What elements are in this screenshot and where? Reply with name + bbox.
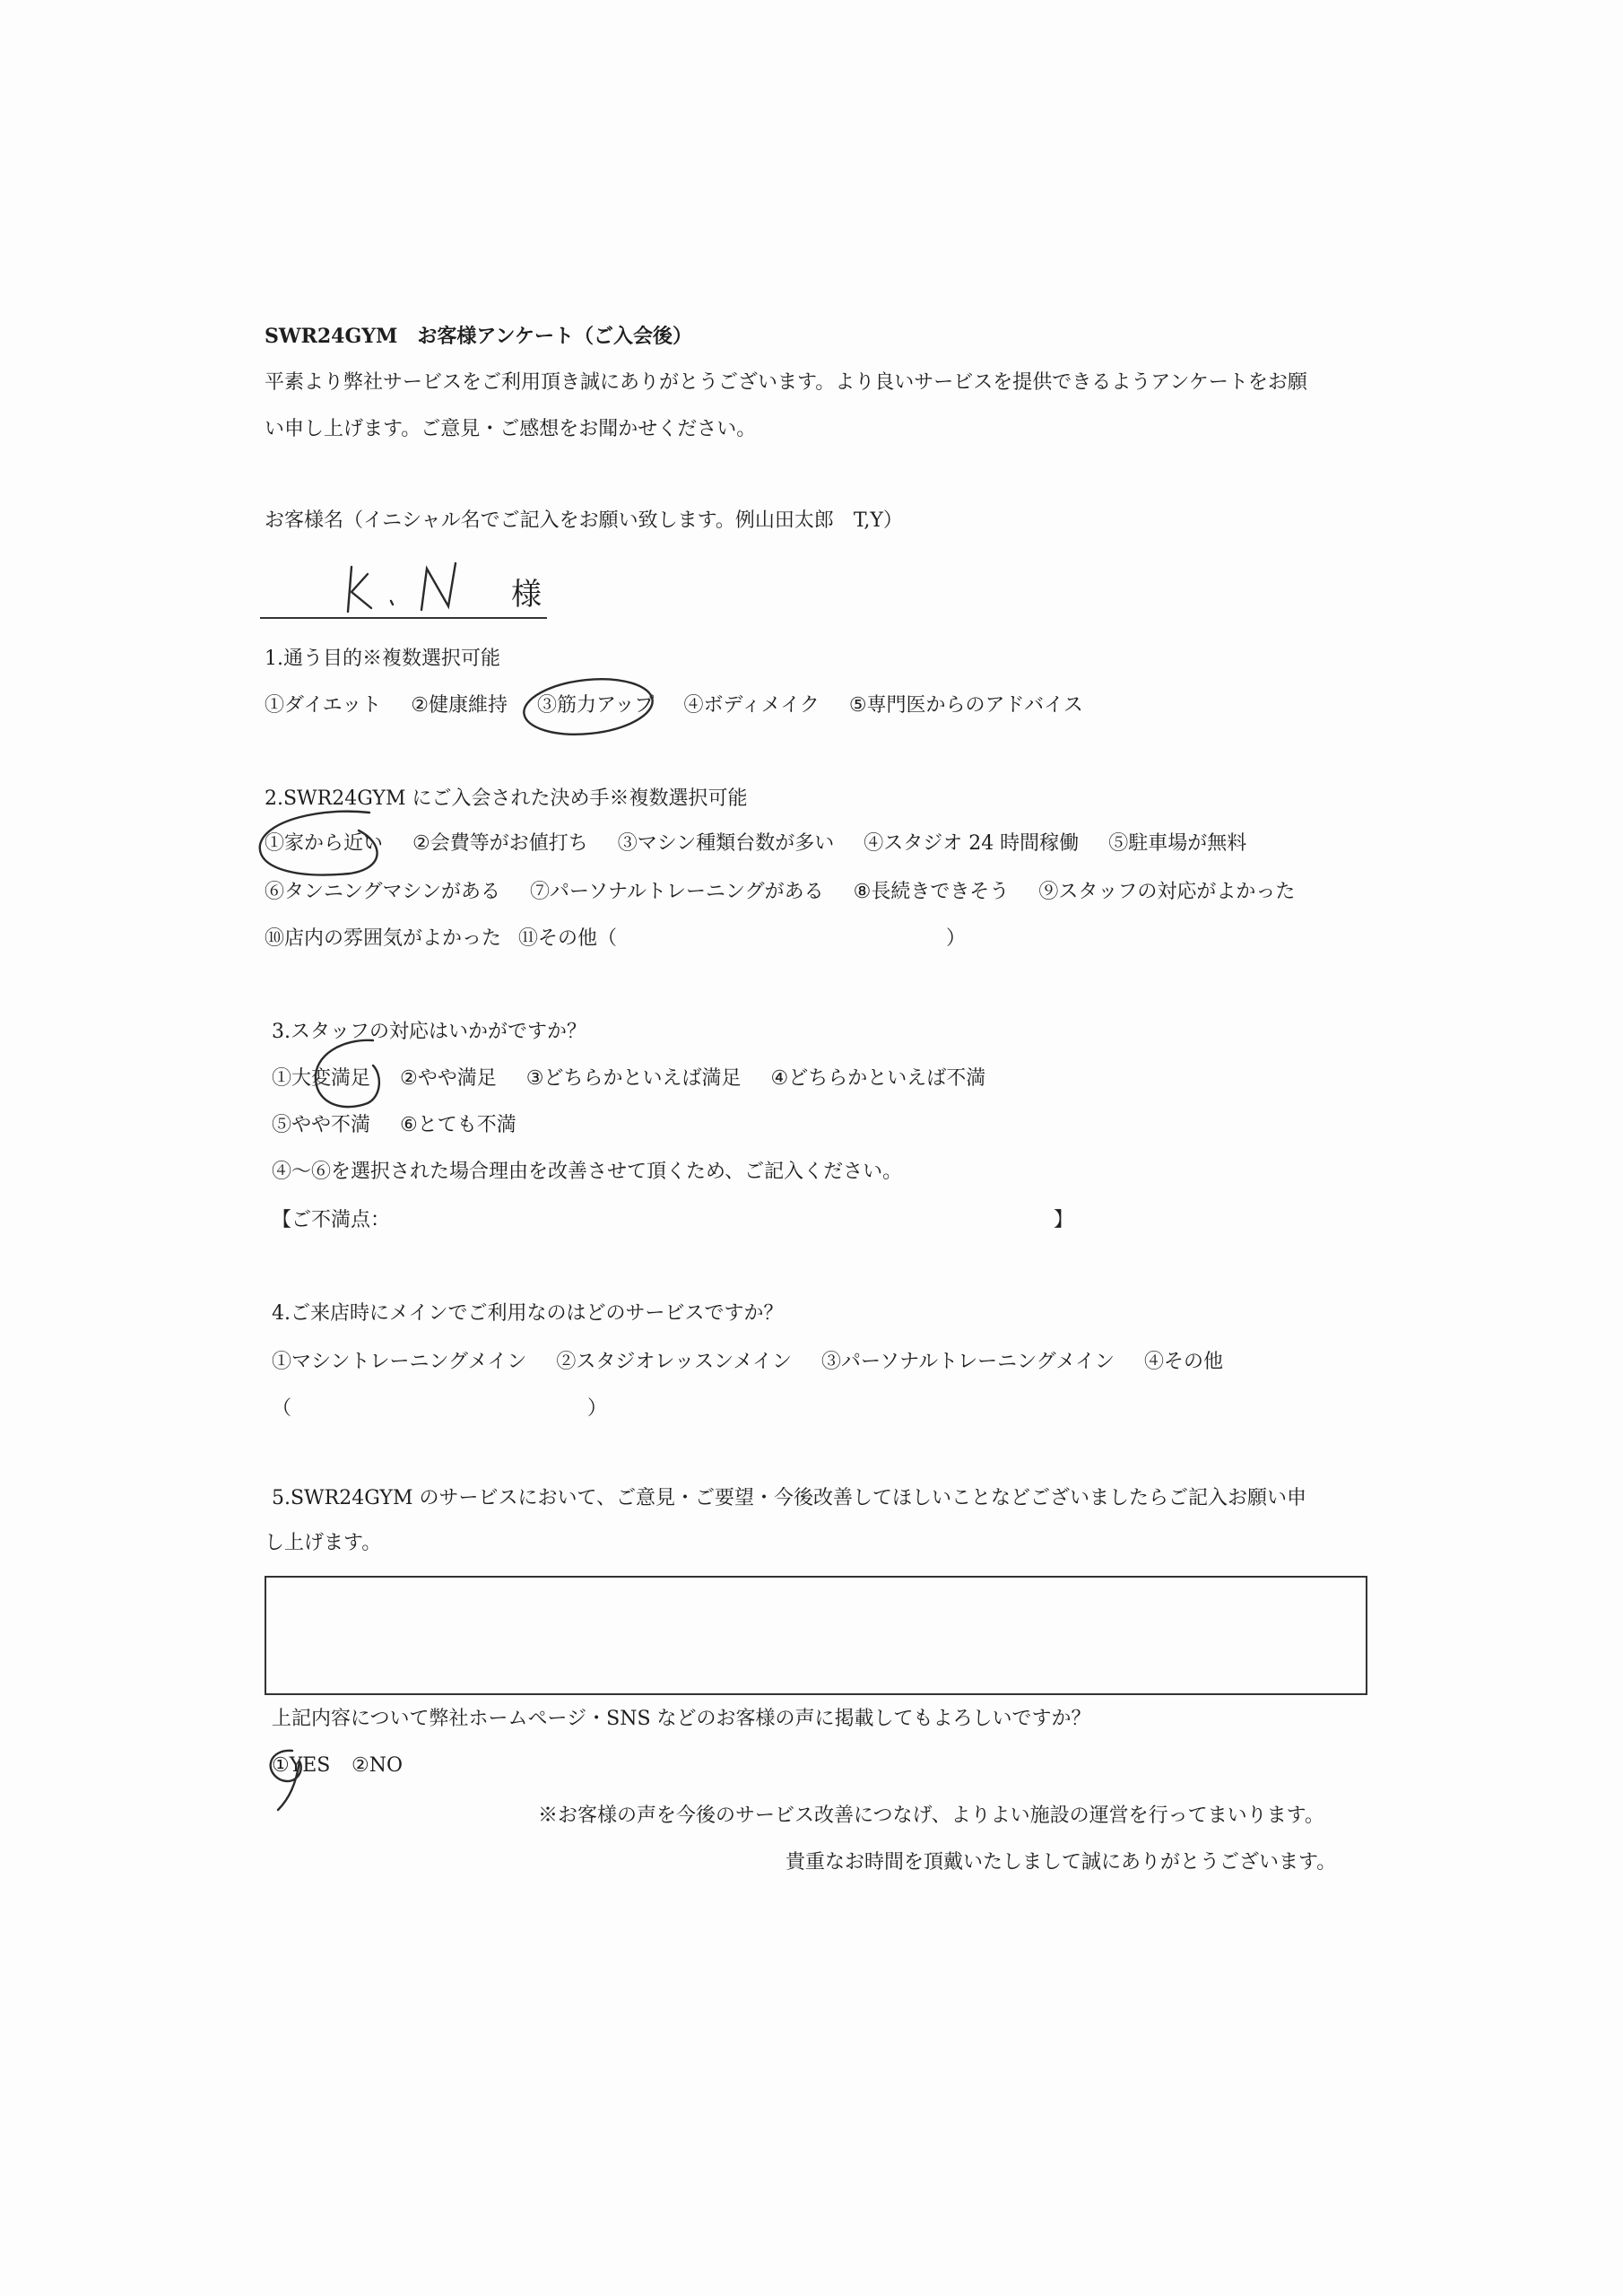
q2-option[interactable]: ⑧長続きできそう <box>853 881 1010 903</box>
handwritten-name-signature <box>348 563 456 612</box>
q2-option[interactable]: ③マシン種類台数が多い <box>617 832 835 855</box>
q4-option[interactable]: ②スタジオレッスンメイン <box>556 1351 793 1373</box>
q3-note: ④～⑥を選択された場合理由を改善させて頂くため、ご記入ください。 <box>272 1161 903 1183</box>
q4-question: 4.ご来店時にメインでご利用なのはどのサービスですか？ <box>272 1302 784 1325</box>
q3-option[interactable]: ②やや満足 <box>400 1067 497 1090</box>
footer-line-2: 貴重なお時間を頂戴いたしまして誠にありがとうございます。 <box>785 1851 1337 1874</box>
q4-other-close: ） <box>587 1397 608 1420</box>
customer-name-label: お客様名（イニシャル名でご記入をお願い致します。例山田太郎 T,Y） <box>265 509 903 532</box>
customer-name-suffix: 様 <box>511 577 542 613</box>
q2-question: 2.SWR24GYM にご入会された決め手※複数選択可能 <box>265 787 748 810</box>
q5-question-line-1: 5.SWR24GYM のサービスにおいて、ご意見・ご要望・今後改善してほしいことなどございましたらご記入お願い申 <box>272 1487 1307 1509</box>
intro-line-1: 平素より弊社サービスをご利用頂き誠にありがとうございます。より良いサービスを提供できるようアンケートをお願 <box>265 371 1307 394</box>
q4-option[interactable]: ③パーソナルトレーニングメイン <box>821 1351 1115 1373</box>
q4-option[interactable]: ①マシントレーニングメイン <box>272 1351 527 1373</box>
q2-option[interactable]: ②会費等がお値打ち <box>412 832 588 855</box>
q1-option[interactable]: ④ボディメイク <box>683 694 820 717</box>
q5-question-line-2: し上げます。 <box>265 1532 382 1554</box>
q1-question: 1.通う目的※複数選択可能 <box>265 648 500 670</box>
q2-option[interactable]: ⑨スタッフの対応がよかった <box>1038 881 1296 903</box>
q2-option-other-open[interactable]: ⑪その他（ <box>518 927 618 950</box>
consent-yes-option[interactable]: ①YES <box>272 1754 331 1777</box>
q3-option[interactable]: ⑤やや不満 <box>272 1114 371 1136</box>
q1-option[interactable]: ③筋力アップ <box>536 694 655 717</box>
q2-option[interactable]: ⑩店内の雰囲気がよかった <box>265 927 502 950</box>
q3-question: 3.スタッフの対応はいかがですか？ <box>272 1021 586 1043</box>
q3-option[interactable]: ③どちらかといえば満足 <box>525 1067 742 1090</box>
consent-question: 上記内容について弊社ホームページ・SNS などのお客様の声に掲載してもよろしいですか？ <box>272 1708 1091 1730</box>
q3-complaint-open[interactable]: 【ご不満点： <box>272 1209 391 1231</box>
comment-box[interactable] <box>265 1576 1367 1695</box>
q2-options-row-2 <box>265 883 1318 902</box>
q1-option[interactable]: ①ダイエット <box>265 694 382 717</box>
q3-options-row-1 <box>272 1069 1009 1089</box>
intro-line-2: い申し上げます。ご意見・ご感想をお聞かせください。 <box>265 418 757 440</box>
q2-option[interactable]: ⑥タンニングマシンがある <box>265 881 501 903</box>
q2-option[interactable]: ⑦パーソナルトレーニングがある <box>530 881 824 903</box>
q2-options-row-1 <box>265 834 1270 854</box>
q1-options <box>265 696 1107 716</box>
q2-option-other-close: ） <box>946 927 967 950</box>
q3-options-row-2 <box>272 1116 540 1135</box>
q3-option[interactable]: ⑥とても不満 <box>400 1114 516 1136</box>
q1-option[interactable]: ②健康維持 <box>411 694 508 717</box>
q4-option[interactable]: ④その他 <box>1143 1351 1223 1373</box>
q3-option[interactable]: ①大変満足 <box>272 1067 371 1090</box>
q2-option[interactable]: ①家から近い <box>265 832 384 855</box>
q3-complaint-close: 】 <box>1054 1209 1074 1231</box>
footer-line-1: ※お客様の声を今後のサービス改善につなげ、よりよい施設の運営を行ってまいります。 <box>538 1805 1324 1827</box>
consent-no-option[interactable]: ②NO <box>352 1754 404 1777</box>
customer-name-line <box>260 617 547 619</box>
q2-option[interactable]: ⑤駐車場が無料 <box>1108 832 1247 855</box>
survey-title: SWR24GYM お客様アンケート（ご入会後） <box>265 325 693 348</box>
q2-option[interactable]: ④スタジオ 24 時間稼働 <box>864 832 1080 855</box>
q4-options <box>272 1352 1246 1372</box>
q3-option[interactable]: ④どちらかといえば不満 <box>770 1067 986 1090</box>
q1-option[interactable]: ⑤専門医からのアドバイス <box>848 694 1083 717</box>
q4-other-open[interactable]: （ <box>272 1397 292 1420</box>
